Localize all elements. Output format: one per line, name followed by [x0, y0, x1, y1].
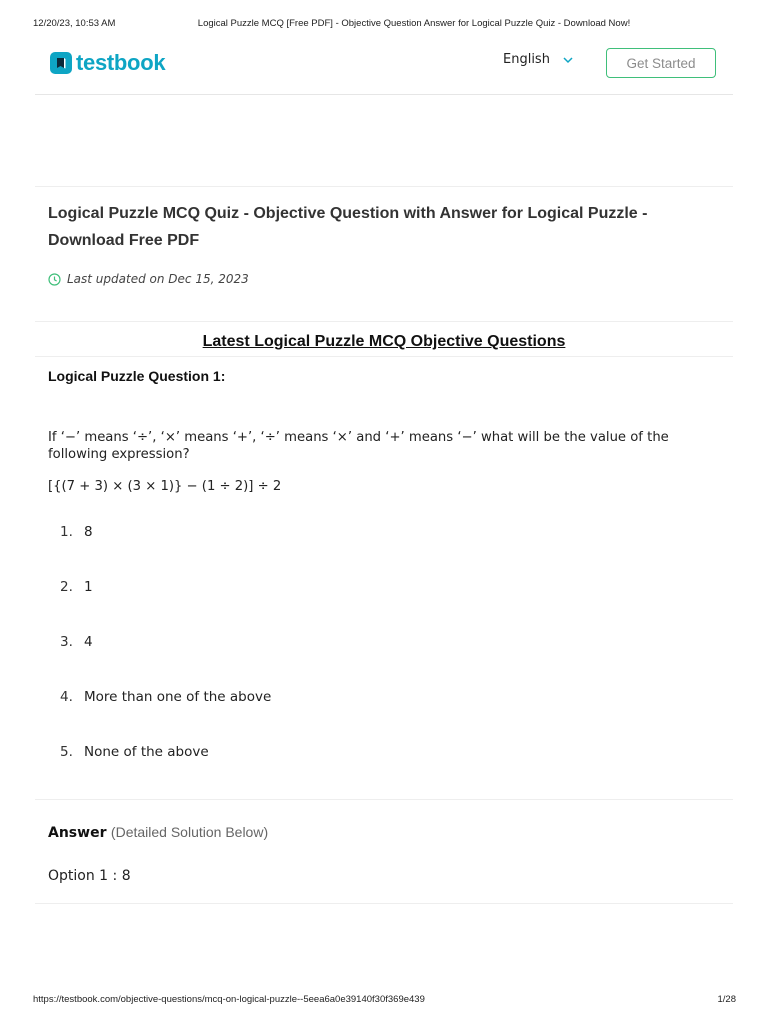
language-label: English — [503, 52, 550, 67]
answer-heading — [48, 824, 268, 841]
option-number: 2. — [60, 579, 73, 595]
question-label: Logical Puzzle Question 1: — [48, 368, 226, 384]
option-item[interactable] — [60, 744, 271, 799]
chevron-down-icon — [562, 54, 574, 66]
option-item[interactable] — [60, 579, 271, 634]
detailed-solution-link[interactable]: (Detailed Solution Below) — [110, 824, 269, 840]
clock-icon — [48, 273, 61, 286]
option-item[interactable] — [60, 524, 271, 579]
correct-option: Option 1 : 8 — [48, 868, 131, 884]
option-item[interactable] — [60, 634, 271, 689]
answer-label: Answer — [48, 825, 107, 841]
option-item[interactable] — [60, 689, 271, 744]
language-selector[interactable] — [503, 52, 574, 67]
testbook-logo[interactable] — [50, 50, 165, 76]
option-text: 8 — [84, 524, 93, 540]
page-title: Logical Puzzle MCQ Quiz - Objective Question with Answer for Logical Puzzle - Download Free PDF — [48, 205, 648, 249]
print-title: Logical Puzzle MCQ [Free PDF] - Objective Question Answer for Logical Puzzle Quiz - Download Now! — [197, 18, 631, 29]
print-footer — [0, 994, 768, 1008]
option-text: 1 — [84, 579, 93, 595]
option-number: 1. — [60, 524, 73, 540]
option-number: 4. — [60, 689, 73, 705]
option-text: More than one of the above — [84, 689, 272, 705]
divider — [35, 321, 733, 322]
get-started-button[interactable]: Get Started — [606, 48, 716, 78]
question-expression: [{(7 + 3) × (3 × 1)} − (1 ÷ 2)] ÷ 2 — [48, 479, 282, 494]
option-number: 5. — [60, 744, 73, 760]
options-list — [60, 524, 271, 799]
logo-wordmark: testbook — [76, 50, 166, 75]
book-icon — [50, 52, 72, 74]
last-updated — [48, 272, 249, 286]
question-text: If ‘−’ means ‘÷’, ‘×’ means ‘+’, ‘÷’ means ‘×’ and ‘+’ means ‘−’ what will be the value of the following expression? — [48, 430, 669, 462]
print-url: https://testbook.com/objective-questions/mcq-on-logical-puzzle--5eea6a0e39140f30f369e439 — [33, 994, 425, 1005]
divider — [35, 903, 733, 904]
divider — [35, 356, 733, 357]
page-number: 1/28 — [717, 994, 736, 1005]
option-text: None of the above — [84, 744, 209, 760]
print-datetime: 12/20/23, 10:53 AM — [33, 18, 116, 29]
print-header — [0, 18, 768, 32]
divider — [35, 799, 733, 800]
site-header — [35, 40, 733, 95]
option-text: 4 — [84, 634, 93, 650]
divider — [35, 186, 733, 187]
last-updated-text: Last updated on Dec 15, 2023 — [67, 272, 249, 286]
section-heading[interactable]: Latest Logical Puzzle MCQ Objective Questions — [202, 333, 566, 350]
option-number: 3. — [60, 634, 73, 650]
